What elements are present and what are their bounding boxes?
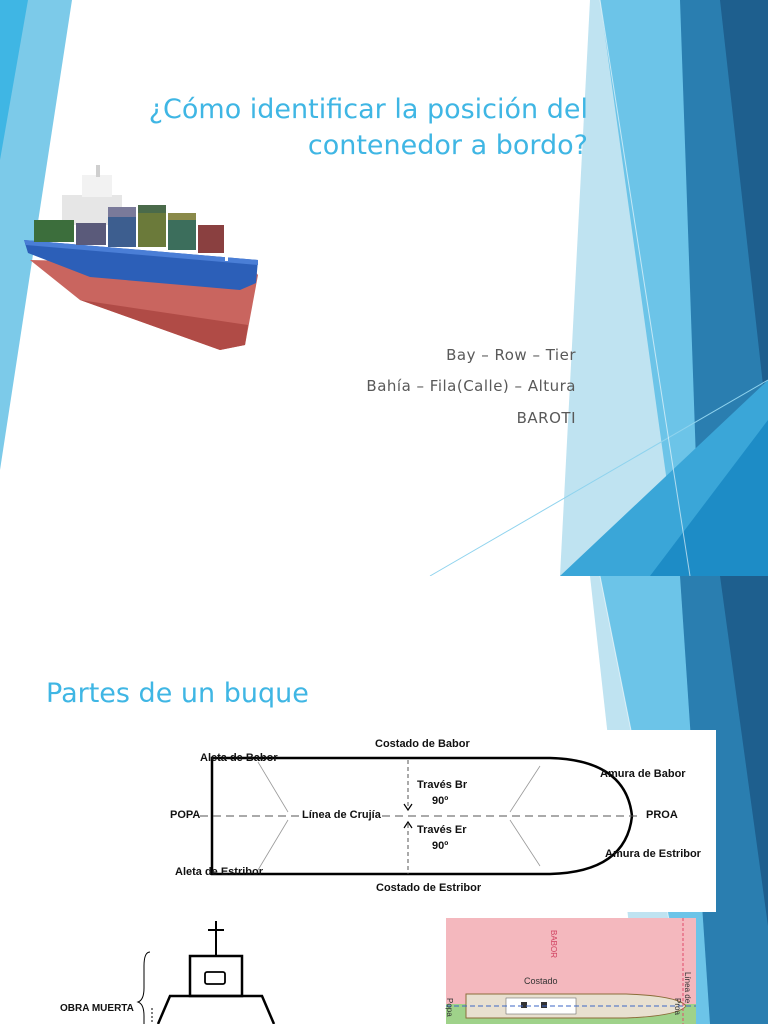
subtitle-line-2: Bahía – Fila(Calle) – Altura bbox=[366, 377, 576, 395]
topview-ship bbox=[446, 918, 696, 1024]
label-costado: Costado bbox=[524, 976, 558, 986]
parts-slide bbox=[0, 576, 768, 1024]
label-popa: POPA bbox=[170, 809, 201, 821]
label-linea-small: Línea de bbox=[683, 972, 692, 1004]
ship-parts-diagram bbox=[170, 730, 716, 912]
label-costado-babor: Costado de Babor bbox=[375, 738, 470, 750]
label-proa-small: Proa bbox=[673, 998, 682, 1015]
label-obra-muerta: OBRA MUERTA bbox=[60, 1003, 134, 1014]
label-amura-babor: Amura de Babor bbox=[600, 768, 686, 780]
label-traves-br: Través Br bbox=[417, 779, 468, 791]
label-costado-estribor: Costado de Estribor bbox=[376, 882, 482, 894]
label-proa: PROA bbox=[646, 809, 678, 821]
ship-topview-image bbox=[446, 918, 696, 1024]
label-babor: BABOR bbox=[549, 930, 558, 959]
label-popa-small: Popa bbox=[445, 998, 454, 1017]
label-traves-er: Través Er bbox=[417, 824, 467, 836]
ship-section-drawing bbox=[40, 916, 300, 1024]
label-traves-br-deg: 90º bbox=[432, 795, 449, 807]
label-linea-crujia: Línea de Crujía bbox=[302, 809, 381, 821]
subtitle-line-1: Bay – Row – Tier bbox=[446, 346, 576, 364]
label-traves-er-deg: 90º bbox=[432, 840, 449, 852]
subtitle-line-3: BAROTI bbox=[516, 409, 576, 427]
container-ship-image bbox=[20, 165, 265, 355]
label-aleta-babor: Aleta de Babor bbox=[200, 752, 278, 764]
slide-title: ¿Cómo identificar la posición del contenedor a bordo? bbox=[148, 94, 588, 161]
label-amura-estribor: Amura de Estribor bbox=[605, 848, 701, 860]
slide-title-2: Partes de un buque bbox=[46, 678, 309, 709]
label-aleta-estribor: Aleta de Estribor bbox=[175, 866, 264, 878]
